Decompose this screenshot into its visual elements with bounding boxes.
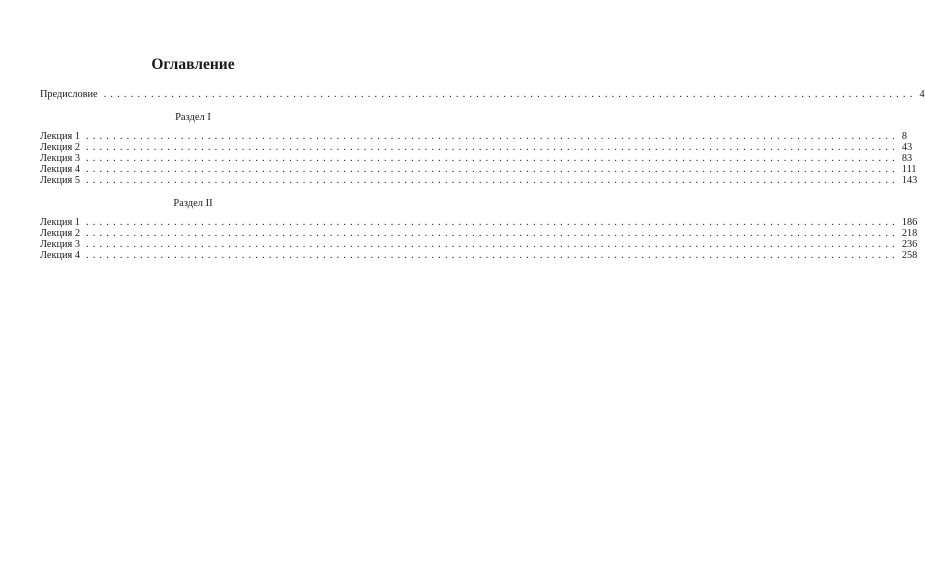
dot-leader: ........................................................................................................................	[85, 131, 899, 142]
toc-entry-page: 236	[901, 239, 918, 250]
toc-entry-page: 8	[901, 131, 908, 142]
toc-entry-label: Лекция 5	[40, 175, 80, 186]
preface-block	[40, 89, 925, 100]
section-1	[40, 112, 918, 186]
toc-entry-s1-lecture-3[interactable]	[40, 153, 913, 164]
table-of-contents	[40, 55, 925, 273]
toc-entry-label: Лекция 1	[40, 217, 80, 228]
toc-entry-page: 43	[901, 142, 913, 153]
dot-leader: ........................................................................................................................	[85, 175, 899, 186]
dot-leader: ........................................................................................................................	[85, 164, 899, 175]
toc-entry-page: 83	[901, 153, 913, 164]
toc-entry-label: Лекция 3	[40, 239, 80, 250]
dot-leader: ........................................................................................................................	[85, 142, 899, 153]
toc-entry-s2-lecture-3[interactable]	[40, 239, 918, 250]
section-heading: Раздел II	[173, 198, 213, 209]
toc-entry-label: Лекция 3	[40, 153, 80, 164]
toc-entry-s1-lecture-2[interactable]	[40, 142, 913, 153]
dot-leader: ........................................................................................................................	[85, 153, 899, 164]
toc-entry-page: 143	[901, 175, 918, 186]
toc-entry-page: 186	[901, 217, 918, 228]
toc-entry-preface[interactable]	[40, 89, 925, 100]
toc-entry-s2-lecture-2[interactable]	[40, 228, 918, 239]
toc-entry-page: 4	[919, 89, 925, 100]
toc-entry-page: 218	[901, 228, 918, 239]
toc-entry-label: Предисловие	[40, 89, 98, 100]
section-heading: Раздел I	[175, 112, 211, 123]
toc-entry-s2-lecture-4[interactable]	[40, 250, 918, 261]
toc-entry-s1-lecture-1[interactable]	[40, 131, 908, 142]
toc-entry-page: 111	[901, 164, 917, 175]
toc-entry-label: Лекция 2	[40, 142, 80, 153]
section-2	[40, 198, 918, 261]
toc-entry-s2-lecture-1[interactable]	[40, 217, 918, 228]
toc-entry-s1-lecture-5[interactable]	[40, 175, 918, 186]
dot-leader: ........................................................................................................................	[85, 217, 899, 228]
toc-entry-s1-lecture-4[interactable]	[40, 164, 917, 175]
toc-entry-page: 258	[901, 250, 918, 261]
toc-entry-label: Лекция 4	[40, 250, 80, 261]
toc-entry-label: Лекция 1	[40, 131, 80, 142]
toc-title: Оглавление	[151, 56, 235, 73]
dot-leader: ........................................................................................................................	[85, 228, 899, 239]
dot-leader: ........................................................................................................................	[103, 89, 917, 100]
dot-leader: ........................................................................................................................	[85, 250, 899, 261]
dot-leader: ........................................................................................................................	[85, 239, 899, 250]
toc-entry-label: Лекция 4	[40, 164, 80, 175]
toc-entry-label: Лекция 2	[40, 228, 80, 239]
